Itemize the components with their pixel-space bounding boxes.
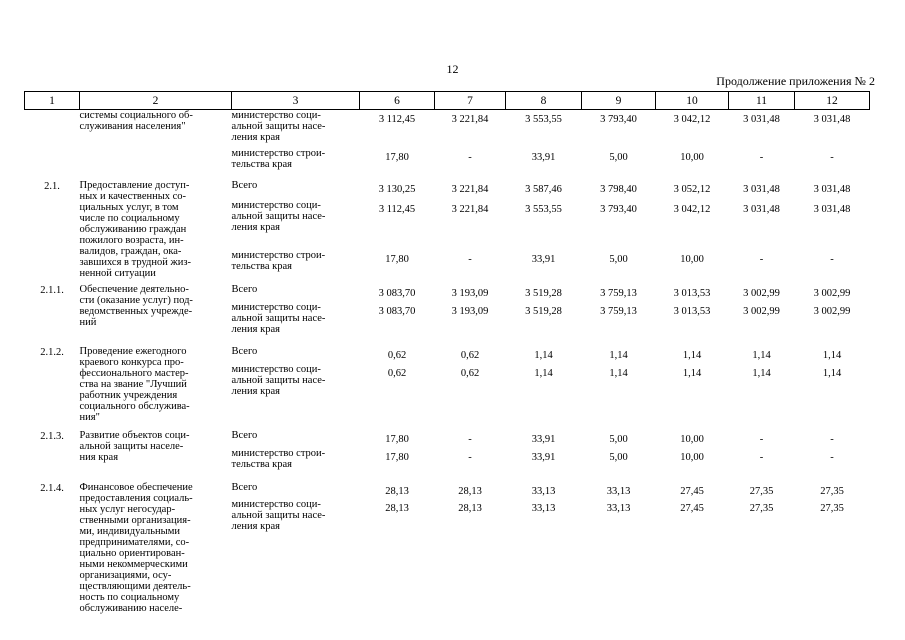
value-cell: 5,00 <box>609 434 628 445</box>
value-cell: 0,62 <box>387 350 407 361</box>
column-header: 6 <box>360 92 435 110</box>
value-cell: 3 031,48 <box>813 184 851 195</box>
value-cell: 3 519,28 <box>525 288 562 299</box>
funding-source-cell: Всего <box>231 346 258 357</box>
table-body <box>25 110 870 615</box>
value-cell: 3 112,45 <box>378 114 416 125</box>
value-cell: 3 042,12 <box>673 114 711 125</box>
value-cell: 27,45 <box>680 486 704 497</box>
value-cell: - <box>830 434 834 445</box>
funding-source-cell: министерство соци- альной защиты насе- ления края <box>231 364 326 397</box>
column-header: 2 <box>80 92 232 110</box>
value-cell: 3 221,84 <box>451 114 489 125</box>
value-cell: 17,80 <box>385 254 409 265</box>
table-row <box>25 426 870 448</box>
value-cell: 3 031,48 <box>743 114 780 125</box>
column-header: 9 <box>582 92 656 110</box>
value-cell: 10,00 <box>680 254 704 265</box>
column-header: 10 <box>656 92 729 110</box>
table-row <box>25 174 870 200</box>
budget-table <box>24 91 870 614</box>
row-number-cell: 2.1.1. <box>40 285 64 296</box>
value-cell: 3 083,70 <box>378 288 416 299</box>
value-cell: 3 553,55 <box>525 204 562 215</box>
value-cell: 28,13 <box>458 486 482 497</box>
funding-source-cell: Всего <box>231 482 258 493</box>
funding-source-cell: министерство соци- альной защиты насе- ления края <box>231 302 326 335</box>
value-cell: - <box>468 254 472 265</box>
value-cell: 27,35 <box>749 486 774 497</box>
column-header: 1 <box>25 92 80 110</box>
value-cell: 33,91 <box>531 452 556 463</box>
value-cell: 3 130,25 <box>378 184 416 195</box>
table-row <box>25 342 870 364</box>
value-cell: 1,14 <box>682 350 702 361</box>
continuation-label: Продолжение приложения № 2 <box>716 74 875 88</box>
value-cell: 0,62 <box>460 368 480 379</box>
value-cell: 3 553,55 <box>525 114 562 125</box>
value-cell: 33,13 <box>606 502 631 514</box>
value-cell: 10,00 <box>680 152 704 163</box>
value-cell: - <box>759 254 764 265</box>
value-cell: - <box>759 152 764 163</box>
value-cell: 33,13 <box>531 502 556 514</box>
column-header: 7 <box>435 92 506 110</box>
value-cell: 27,45 <box>680 502 704 514</box>
value-cell: 3 793,40 <box>600 204 637 215</box>
value-cell: - <box>759 434 764 445</box>
value-cell: 3 759,13 <box>600 306 637 317</box>
funding-source-cell: министерство строи- тельства края <box>231 448 326 470</box>
funding-source-cell: Всего <box>231 284 258 295</box>
value-cell: 0,62 <box>387 368 407 379</box>
row-number-cell: 2.1.3. <box>40 431 64 442</box>
header-row <box>25 92 870 110</box>
value-cell: 17,80 <box>385 152 409 163</box>
value-cell: 28,13 <box>385 486 409 497</box>
value-cell: 33,13 <box>531 486 556 497</box>
funding-source-cell: министерство строи- тельства края <box>231 250 326 272</box>
value-cell: 1,14 <box>609 368 628 379</box>
column-header: 11 <box>729 92 795 110</box>
value-cell: 3 031,48 <box>743 184 780 195</box>
value-cell: 1,14 <box>752 368 771 379</box>
value-cell: 3 112,45 <box>378 204 416 215</box>
value-cell: - <box>468 452 472 463</box>
value-cell: 3 221,84 <box>451 204 489 215</box>
value-cell: 3 519,28 <box>525 306 562 317</box>
value-cell: 3 221,84 <box>451 184 489 195</box>
value-cell: 17,80 <box>385 452 409 463</box>
funding-source-cell: министерство соци- альной защиты насе- ления края <box>231 498 326 532</box>
value-cell: 5,00 <box>609 254 628 265</box>
value-cell: 1,14 <box>752 350 771 361</box>
activity-name-cell: Проведение ежегодного краевого конкурса про- фессионального мастер- ства на звание "Лучший работник учреждения социального обслужива- ния" <box>79 346 190 423</box>
value-cell: 28,13 <box>385 502 409 514</box>
table-row <box>25 280 870 302</box>
value-cell: 3 031,48 <box>813 204 851 215</box>
value-cell: 3 193,09 <box>451 306 489 317</box>
value-cell: 3 013,53 <box>673 306 711 317</box>
value-cell: 3 002,99 <box>813 306 851 317</box>
value-cell: 5,00 <box>609 152 628 163</box>
value-cell: 1,14 <box>534 368 553 379</box>
value-cell: 3 587,46 <box>525 184 562 195</box>
row-number-cell <box>25 110 80 175</box>
value-cell: - <box>759 452 764 463</box>
column-header: 12 <box>795 92 870 110</box>
value-cell: 5,00 <box>609 452 628 463</box>
page-number: 12 <box>446 62 459 76</box>
value-cell: 3 031,48 <box>743 204 780 215</box>
value-cell: 1,14 <box>534 350 553 361</box>
row-number-cell: 2.1. <box>44 181 60 192</box>
activity-name-cell: Предоставление доступ- ных и качественных со- циальных услуг, в том числе по социальному обслуживанию граждан пожилого возраста, ин- валидов, граждан, ока- завшихся в трудной жиз- ненной ситуации <box>79 180 192 279</box>
table-row <box>25 478 870 499</box>
funding-source-cell: министерство соци- альной защиты насе- ления края <box>231 200 326 233</box>
value-cell: 33,91 <box>531 254 556 265</box>
table-row <box>25 110 870 149</box>
value-cell: 3 798,40 <box>600 184 637 195</box>
value-cell: 0,62 <box>460 350 480 361</box>
value-cell: 1,14 <box>609 350 628 361</box>
value-cell: - <box>830 452 834 463</box>
value-cell: 3 031,48 <box>813 114 851 125</box>
value-cell: 28,13 <box>458 502 482 514</box>
value-cell: 3 083,70 <box>378 306 416 317</box>
value-cell: 3 013,53 <box>673 288 711 299</box>
column-header: 8 <box>506 92 582 110</box>
value-cell: 10,00 <box>680 434 704 445</box>
value-cell: 3 759,13 <box>600 288 637 299</box>
value-cell: 3 793,40 <box>600 114 637 125</box>
value-cell: 33,13 <box>606 486 631 497</box>
row-number-cell: 2.1.2. <box>40 347 64 358</box>
column-header: 3 <box>232 92 360 110</box>
value-cell: 27,35 <box>749 502 774 514</box>
funding-source-cell: министерство соци- альной защиты насе- ления края <box>231 110 326 143</box>
value-cell: 1,14 <box>822 368 842 379</box>
value-cell: 27,35 <box>820 486 844 497</box>
value-cell: - <box>830 152 834 163</box>
funding-source-cell: Всего <box>231 430 258 441</box>
value-cell: 1,14 <box>822 350 842 361</box>
value-cell: 3 002,99 <box>743 288 780 299</box>
value-cell: 3 042,12 <box>673 204 711 215</box>
value-cell: 33,91 <box>531 434 556 445</box>
value-cell: 3 002,99 <box>743 306 780 317</box>
value-cell: 10,00 <box>680 452 704 463</box>
value-cell: 33,91 <box>531 152 556 163</box>
value-cell: - <box>468 434 472 445</box>
funding-source-cell: министерство строи- тельства края <box>231 148 326 170</box>
activity-name-cell: системы социального об- служивания населения" <box>79 110 193 132</box>
activity-name-cell: Обеспечение деятельно- сти (оказание услуг) под- ведомственных учрежде- ний <box>79 284 193 328</box>
value-cell: - <box>830 254 834 265</box>
value-cell: 3 052,12 <box>673 184 711 195</box>
value-cell: 17,80 <box>385 434 409 445</box>
activity-name-cell: Развитие объектов соци- альной защиты населе- ния края <box>79 430 190 463</box>
value-cell: 27,35 <box>820 502 844 514</box>
value-cell: 3 002,99 <box>813 288 851 299</box>
activity-name-cell: Финансовое обеспечение предоставления социаль- ных услуг негосудар- ственными организация- ми, индивидуальными предпринимателями, со- циально ориентирован- ными некоммерческими организациями, осу- ществляющими деятель- ность по социальному обслуживанию населе- <box>79 482 193 614</box>
row-number-cell: 2.1.4. <box>40 483 64 494</box>
funding-source-cell: Всего <box>231 180 258 191</box>
value-cell: - <box>468 152 472 163</box>
value-cell: 3 193,09 <box>451 288 489 299</box>
value-cell: 1,14 <box>682 368 702 379</box>
